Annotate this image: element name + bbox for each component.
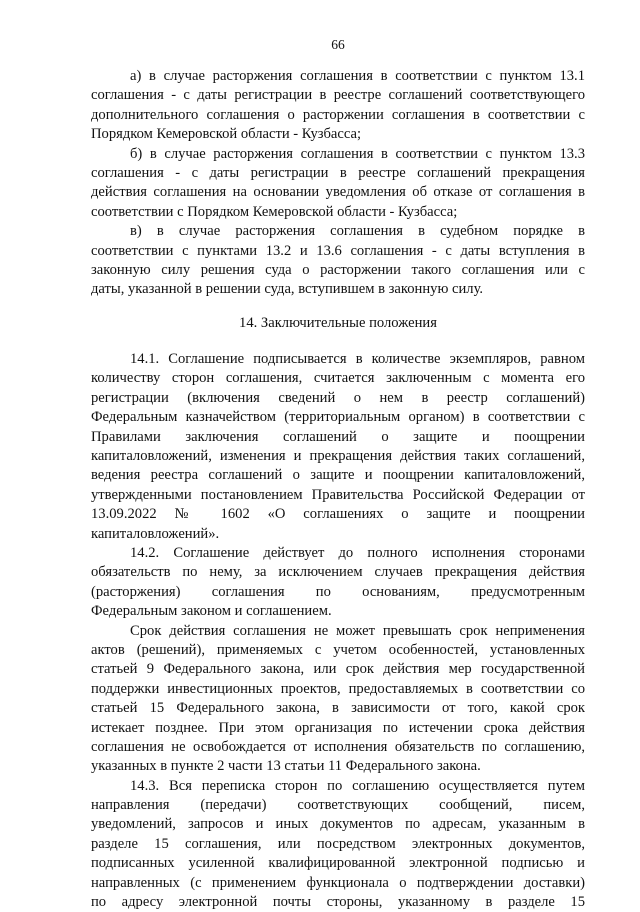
text-line: утвержденными постановлением Правительства Российской Федерации от — [91, 486, 585, 503]
text-line: актов (решений), применяемых с учетом особенностей, установленных — [91, 641, 585, 658]
text-line: Федеральным законом и соглашением. — [91, 603, 332, 620]
paragraph-14-2 — [91, 544, 585, 622]
text-line: указанных в пункте 2 части 13 статьи 11 Федерального закона. — [91, 758, 481, 775]
text-line: в) в случае расторжения соглашения в судебном порядке в — [130, 223, 585, 240]
text-line: обязательств по нему, за исключением случаев прекращения действия — [91, 564, 585, 581]
text-line: соответствии с пунктами 13.2 и 13.6 соглашения - с даты вступления в — [91, 242, 585, 259]
text-line: соглашения - с даты регистрации в реестре соглашений прекращения — [91, 164, 585, 181]
text-line: (расторжения) соглашения по основаниям, предусмотренным — [91, 583, 585, 600]
paragraph-termination-b — [91, 145, 585, 223]
paragraph-termination-a — [91, 67, 585, 145]
text-line: истекает позднее. При этом организация по истечении срока действия — [91, 719, 585, 736]
text-line: статьей 15 Федерального закона, в зависимости от того, какой срок — [91, 700, 585, 717]
text-line: капиталовложений». — [91, 525, 220, 542]
text-line: количеству сторон соглашения, считается заключенным с момента его — [91, 370, 585, 387]
text-line: направления (передачи) соответствующих сообщений, писем, — [91, 797, 585, 814]
section-heading: 14. Заключительные положения — [239, 314, 437, 331]
text-line: капиталовложений, изменения и прекращения действия таких соглашений, — [91, 448, 585, 465]
text-line: 14.1. Соглашение подписывается в количестве экземпляров, равном — [130, 351, 585, 368]
text-line: подписанных усиленной квалифицированной электронной подписью и — [91, 855, 585, 872]
text-line: по адресу электронной почты стороны, указанному в разделе 15 — [91, 894, 585, 911]
text-line: а) в случае расторжения соглашения в соответствии с пунктом 13.1 — [130, 68, 585, 84]
text-line: Срок действия соглашения не может превышать срок неприменения — [130, 622, 585, 639]
text-line: 14.2. Соглашение действует до полного исполнения сторонами — [130, 544, 585, 561]
paragraph-termination-v — [91, 222, 585, 300]
text-line: соглашения не освобождается от исполнения обязательств по соглашению, — [91, 738, 585, 755]
paragraph-term-duration — [91, 622, 585, 777]
text-line: Порядком Кемеровской области - Кузбасса; — [91, 126, 362, 143]
text-line: дополнительного соглашения о расторжении соглашения в соответствии с — [91, 106, 585, 123]
text-line: ведения реестра соглашений о защите и поощрении капиталовложений, — [91, 467, 585, 484]
text-line: законную силу решения суда о расторжении такого соглашения или с — [91, 261, 585, 278]
text-line: действия соглашения на основании уведомления об отказе от соглашения в — [91, 184, 585, 201]
text-line: даты, указанной в решении суда, вступившем в законную силу. — [91, 281, 484, 298]
paragraph-14-1 — [91, 350, 585, 544]
text-line: соглашения - с даты регистрации в реестре соглашений соответствующего — [91, 87, 585, 104]
text-line: Федеральным казначейством (территориальным органом) в соответствии с — [91, 409, 585, 426]
text-line: соответствии с Порядком Кемеровской области - Кузбасса; — [91, 203, 458, 220]
text-line: статьей 9 Федерального закона, или срок действия мер государственной — [91, 661, 585, 678]
text-line: Правилами заключения соглашений о защите и поощрении — [91, 428, 585, 445]
document-body — [91, 67, 585, 912]
text-line: поддержки инвестиционных проектов, предоставляемых в соответствии со — [91, 680, 585, 697]
text-line: направленных (с применением функционала о подтверждении доставки) — [91, 874, 585, 891]
page-number: 66 — [331, 37, 345, 52]
text-line: регистрации (включения сведений о нем в реестр соглашений) — [91, 389, 585, 406]
text-line: б) в случае расторжения соглашения в соответствии с пунктом 13.3 — [130, 145, 585, 162]
text-line: уведомлений, запросов и иных документов по адресам, указанным в — [91, 816, 585, 833]
text-line: 14.3. Вся переписка сторон по соглашению осуществляется путем — [130, 777, 585, 794]
paragraph-14-3 — [91, 777, 585, 912]
text-line: разделе 15 соглашения, или посредством электронных документов, — [91, 835, 585, 852]
text-line: 13.09.2022 № 1602 «О соглашениях о защите и поощрении — [91, 506, 585, 523]
